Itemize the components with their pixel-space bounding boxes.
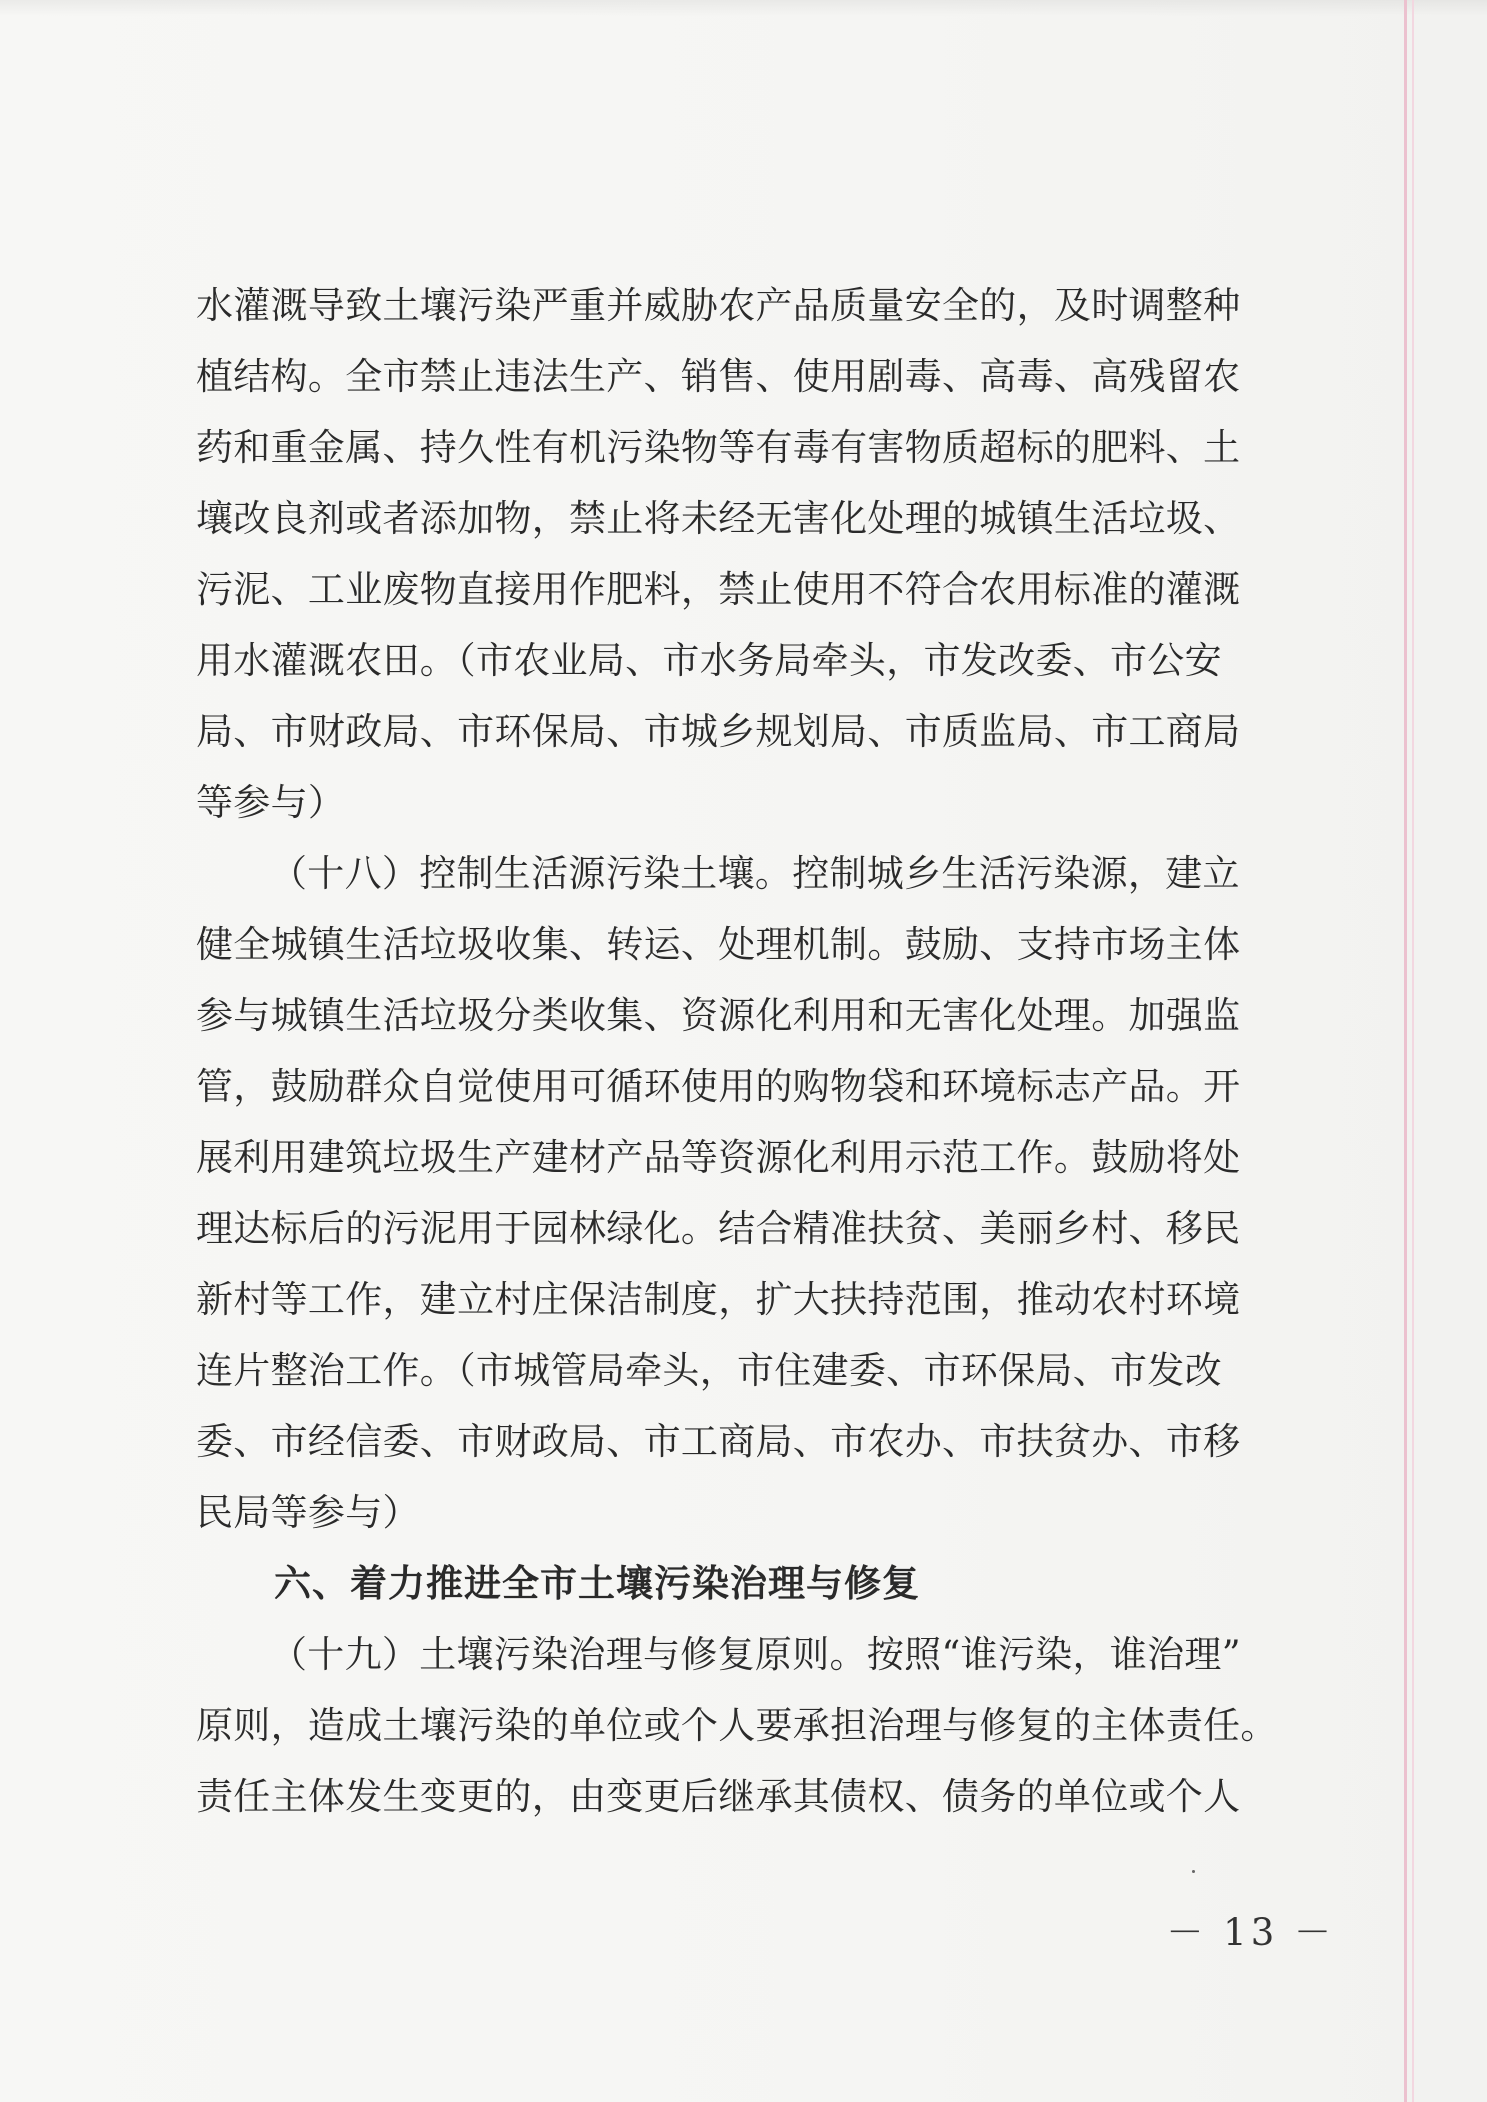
paragraph-start-line: （十八）控制生活源污染土壤。控制城乡生活污染源，建立 — [270, 852, 1240, 895]
page-edge-line — [1404, 0, 1407, 2102]
text-line: 委、市经信委、市财政局、市工商局、市农办、市扶贫办、市移 — [196, 1420, 1241, 1463]
text-line: 原则，造成土壤污染的单位或个人要承担治理与修复的主体责任。 — [196, 1704, 1278, 1747]
text-line: 责任主体发生变更的，由变更后继承其债权、债务的单位或个人 — [196, 1775, 1241, 1818]
scan-speck — [1192, 1870, 1195, 1873]
paragraph-start-line: （十九）土壤污染治理与修复原则。按照“谁污染，谁治理” — [270, 1633, 1241, 1676]
page-number: － 13 － — [1166, 1911, 1335, 1954]
text-line: 水灌溉导致土壤污染严重并威胁农产品质量安全的，及时调整种 — [196, 284, 1241, 327]
text-line: 局、市财政局、市环保局、市城乡规划局、市质监局、市工商局 — [196, 710, 1241, 753]
text-line: 管，鼓励群众自觉使用可循环使用的购物袋和环境标志产品。开 — [196, 1065, 1241, 1108]
text-line: 污泥、工业废物直接用作肥料，禁止使用不符合农用标准的灌溉 — [196, 568, 1241, 611]
text-line: 健全城镇生活垃圾收集、转运、处理机制。鼓励、支持市场主体 — [196, 923, 1241, 966]
text-line: 参与城镇生活垃圾分类收集、资源化利用和无害化处理。加强监 — [196, 994, 1241, 1037]
text-line: 药和重金属、持久性有机污染物等有毒有害物质超标的肥料、土 — [196, 426, 1241, 469]
text-line: 新村等工作，建立村庄保洁制度，扩大扶持范围，推动农村环境 — [196, 1278, 1241, 1321]
text-line: 壤改良剂或者添加物，禁止将未经无害化处理的城镇生活垃圾、 — [196, 497, 1241, 540]
section-heading: 六、着力推进全市土壤污染治理与修复 — [274, 1562, 920, 1605]
text-line: 民局等参与） — [196, 1491, 420, 1534]
text-line: 用水灌溉农田。（市农业局、市水务局牵头，市发改委、市公安 — [196, 639, 1222, 682]
text-line: 连片整治工作。（市城管局牵头，市住建委、市环保局、市发改 — [196, 1349, 1222, 1392]
scan-top-shadow — [0, 0, 1487, 16]
text-line: 植结构。全市禁止违法生产、销售、使用剧毒、高毒、高残留农 — [196, 355, 1241, 398]
document-body — [196, 270, 1340, 1832]
text-line: 理达标后的污泥用于园林绿化。结合精准扶贫、美丽乡村、移民 — [196, 1207, 1241, 1250]
page-edge-line-secondary — [1412, 0, 1414, 2102]
text-line: 等参与） — [196, 781, 346, 824]
text-line: 展利用建筑垃圾生产建材产品等资源化利用示范工作。鼓励将处 — [196, 1136, 1241, 1179]
